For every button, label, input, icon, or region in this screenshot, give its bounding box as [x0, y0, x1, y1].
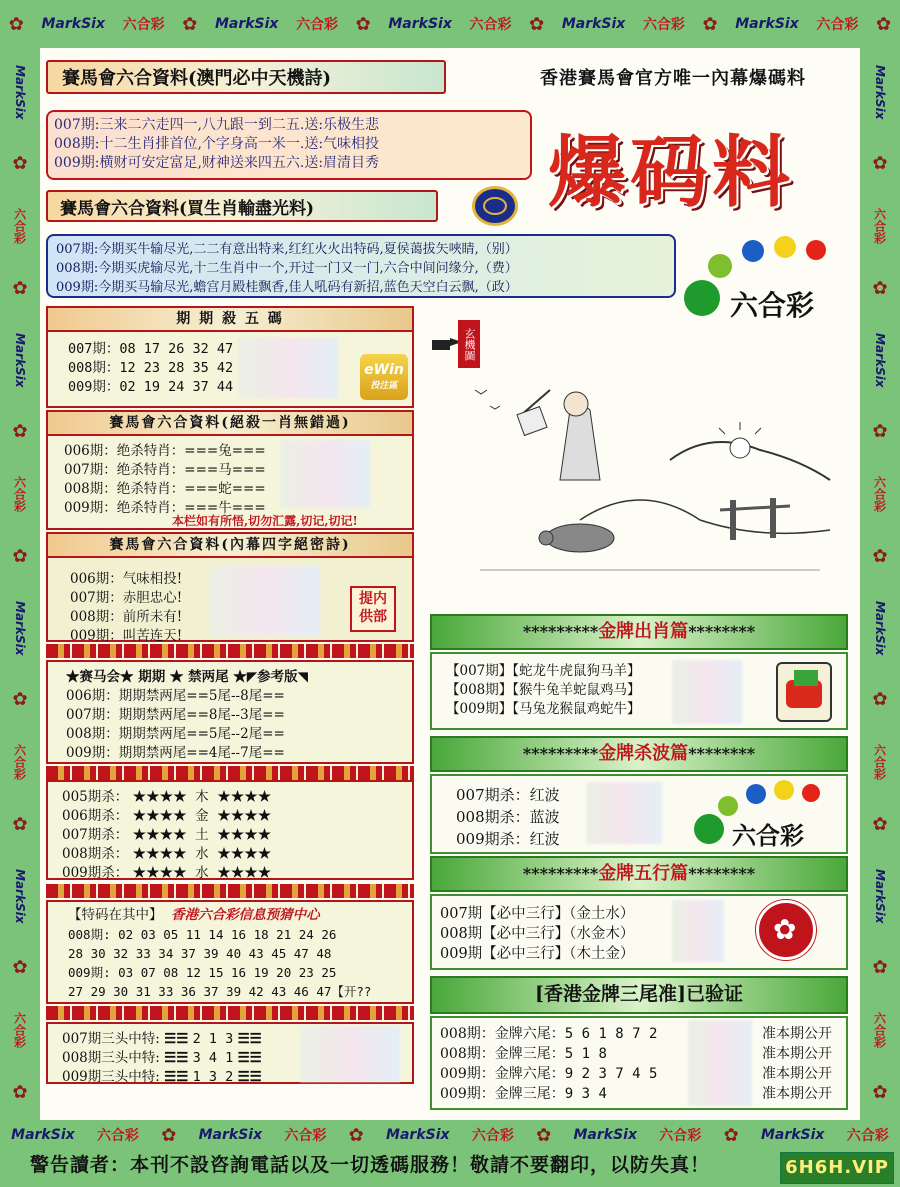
- kill-five-row: 008期：12 23 28 35 42: [68, 360, 234, 376]
- tails-row: 006期：期期禁两尾==5尾--8尾==: [66, 688, 285, 704]
- brand-label: 六合彩: [730, 289, 815, 322]
- ewin-logo-text: eWin: [364, 362, 404, 378]
- zodiac-line: 009期:今期买马输尽光,蟾宫月殿桂飘香,佳人吼码有新招,蓝色天空白云飘,（政）: [56, 280, 518, 295]
- blurred-area: [672, 660, 742, 724]
- marksix-label: MarkSix: [13, 64, 27, 120]
- flower-icon: ✿: [12, 153, 28, 175]
- right-border: [860, 48, 900, 1120]
- kill-one-row: 008期：绝杀特肖：===蛇===: [64, 481, 266, 497]
- dot-icon: [708, 254, 732, 278]
- top-border: [0, 0, 900, 48]
- ewin-logo-sub: 投注區: [370, 381, 398, 391]
- liuhecai-label: 六合彩: [12, 208, 27, 245]
- stars: ★★★★: [217, 865, 272, 881]
- header-title: 賽馬會六合資料(澳門必中天機詩): [46, 60, 446, 94]
- gold-zodiac-row: 【009期】【马兔龙猴鼠鸡蛇牛】: [446, 701, 641, 717]
- dot-icon: [694, 814, 724, 844]
- liuhecai-label: 六合彩: [471, 1128, 514, 1144]
- marksix-label: MarkSix: [214, 16, 279, 32]
- blurred-area: [688, 1020, 752, 1106]
- bars-icon: ☰☰: [164, 1069, 189, 1085]
- gold-tail-row: [440, 1064, 846, 1084]
- blurred-area: [300, 1026, 400, 1082]
- tails-panel: [46, 660, 414, 764]
- element-kill-period: 006期杀：: [62, 808, 129, 824]
- element-kill-row: [62, 807, 412, 826]
- kill-five-row: 009期：02 19 24 37 44: [68, 379, 234, 395]
- tails-row: 009期：期期禁两尾==4尾--7尾==: [66, 745, 285, 761]
- kill-five-title: 期 期 殺 五 碼: [46, 306, 414, 332]
- bars-icon: ☰☰: [164, 1050, 189, 1066]
- blurred-area: [672, 900, 724, 962]
- gold-five-title: [430, 856, 848, 892]
- gold-tail-panel: [430, 1016, 848, 1110]
- element-kill-row: [62, 864, 412, 883]
- bauhinia-emblem-icon: [756, 900, 816, 960]
- element-kill-period: 005期杀：: [62, 789, 129, 805]
- liuhecai-label: 六合彩: [846, 1128, 889, 1144]
- flower-icon: ✿: [773, 913, 797, 946]
- gold-five-row: 009期【必中三行】（木土金）: [440, 946, 635, 962]
- kill-one-note: 本栏如有所悟,切勿汇露,切记,切记!: [172, 514, 358, 528]
- flower-icon: ✿: [536, 1124, 552, 1146]
- special-code-label: 【特码在其中】: [68, 907, 163, 923]
- gold-five-row: 008期【必中三行】（水金木）: [440, 926, 635, 942]
- flower-icon: ✿: [12, 1082, 28, 1104]
- dot-icon: [774, 236, 796, 258]
- four-char-row: 006期：气味相投!: [70, 571, 183, 587]
- footer-warning: [0, 1150, 900, 1187]
- gold-zodiac-row: 【007期】【蛇龙牛虎鼠狗马羊】: [446, 663, 641, 679]
- flower-icon: ✿: [702, 13, 718, 35]
- header-slogan: 香港賽馬會官方唯一內幕爆碼料: [540, 68, 806, 89]
- three-head-nums: 1 3 2: [192, 1069, 234, 1085]
- element-kill-element: 水: [195, 846, 209, 862]
- marksix-label: MarkSix: [573, 1127, 638, 1143]
- flower-icon: ✿: [12, 546, 28, 568]
- three-head-nums: 2 1 3: [192, 1031, 234, 1047]
- title-decor: *********: [522, 622, 599, 641]
- gold-tail-value: 5 1 8: [564, 1046, 607, 1062]
- gold-five-title-main: 金牌五行篇: [598, 863, 689, 884]
- bars-icon: ☰☰: [237, 1031, 262, 1047]
- three-head-label: 008期三头中特:: [62, 1050, 160, 1066]
- flower-icon: ✿: [875, 13, 892, 35]
- stars: ★★★★: [217, 789, 272, 805]
- stars: ★★★★: [132, 789, 187, 805]
- marksix-label: MarkSix: [735, 16, 799, 32]
- flower-icon: ✿: [872, 1082, 888, 1104]
- element-kill-row: [62, 826, 412, 845]
- marksix-label: MarkSix: [760, 1127, 825, 1143]
- stars: ★★★★: [132, 808, 187, 824]
- gold-tail-status: 准本期公开: [762, 1046, 832, 1062]
- zodiac-line: 008期:今期买虎输尽光,十二生肖中一个,开过一门又一门,六合中间问缘分,（费）: [56, 261, 518, 276]
- flower-icon: ✿: [182, 13, 198, 35]
- kill-one-row: 006期：绝杀特肖：===兔===: [64, 443, 266, 459]
- stars: ★★★★: [217, 846, 272, 862]
- poem-line: 008期:十二生肖排首位,个字身高一米一.送:气味相投: [54, 136, 380, 152]
- site-badge: 6H6H.VIP: [780, 1152, 894, 1184]
- gold-zodiac-title-main: 金牌出肖篇: [598, 621, 689, 642]
- four-char-row: 008期：前所未有!: [70, 609, 183, 625]
- flower-icon: ✿: [355, 13, 371, 35]
- liuhecai-label: 六合彩: [642, 17, 685, 33]
- gold-wave-row: 008期杀：蓝波: [456, 808, 560, 826]
- special-code-row: 27 29 30 31 33 36 37 39 42 43 46 47【开??: [68, 984, 372, 999]
- liuhecai-label: 六合彩: [872, 1012, 887, 1049]
- gold-five-row: 007期【必中三行】（金土水）: [440, 906, 635, 922]
- gold-tail-title-text: [香港金牌三尾准]已验证: [535, 983, 743, 1005]
- special-code-center: 香港六合彩信息预猜中心: [171, 907, 320, 923]
- flower-icon: ✿: [529, 13, 545, 35]
- three-head-label: 007期三头中特:: [62, 1031, 160, 1047]
- special-code-header: [68, 906, 412, 925]
- special-code-panel: [46, 900, 414, 1004]
- zodiac-box: [46, 234, 676, 298]
- marksix-label: MarkSix: [388, 16, 452, 32]
- internal-stamp: 提内供部: [350, 586, 396, 632]
- liuhecai-label: 六合彩: [96, 1128, 139, 1144]
- element-kill-element: 水: [195, 865, 209, 881]
- bottom-border: [0, 1120, 900, 1150]
- blurred-area: [586, 782, 662, 844]
- dot-icon: [774, 780, 794, 800]
- liuhecai-label: 六合彩: [12, 476, 27, 513]
- stars: ★★★★: [132, 846, 187, 862]
- zodiac-line: 007期:今期买牛输尽光,二二有意出特来,红红火火出特码,夏侯蔼拔矢唊睛,（别）: [56, 242, 518, 257]
- kill-five-panel: [46, 330, 414, 408]
- gold-tail-label: 008期：金牌六尾：: [440, 1026, 565, 1042]
- flower-icon: ✿: [723, 1124, 739, 1146]
- gold-tail-row: [440, 1024, 846, 1044]
- liuhecai-label: 六合彩: [296, 17, 339, 33]
- stars: ★★★★: [132, 865, 187, 881]
- bars-icon: ☰☰: [164, 1031, 189, 1047]
- title-decor: *********: [522, 864, 599, 883]
- stars: ★★★★: [217, 808, 272, 824]
- four-char-row: 009期：叫苦连天!: [70, 628, 183, 644]
- decorative-divider: [46, 766, 414, 780]
- decorative-divider: [46, 644, 414, 658]
- tails-row: 007期：期期禁两尾==8尾--3尾==: [66, 707, 285, 723]
- liuhecai-label: 六合彩: [872, 476, 887, 513]
- kill-one-title: 賽馬會六合資料(絕殺一肖無錯過): [46, 410, 414, 436]
- stars: ★★★★: [217, 827, 272, 843]
- footer-warning-text: 警告讀者：本刊不設咨詢電話以及一切透碼服務！敬請不要翻印，以防失真！: [30, 1154, 711, 1176]
- blurred-area: [210, 566, 320, 636]
- gold-tail-status: 准本期公开: [762, 1066, 832, 1082]
- flower-icon: ✿: [872, 814, 888, 836]
- dot-icon: [742, 240, 764, 262]
- poem-line: 007期:三来二六走四一,八九跟一到二五.送:乐极生悲: [54, 117, 380, 133]
- dot-icon: [802, 784, 820, 802]
- gold-tail-value: 5 6 1 8 7 2: [564, 1026, 658, 1042]
- kill-five-row: 007期：08 17 26 32 47: [68, 341, 234, 357]
- blurred-area: [238, 338, 338, 398]
- flower-icon: ✿: [872, 689, 888, 711]
- marksix-label: MarkSix: [13, 868, 27, 924]
- gold-tail-value: 9 3 4: [564, 1086, 607, 1102]
- liuhecai-label: 六合彩: [122, 17, 165, 33]
- sub-header-title: 賽馬會六合資料(買生肖輸盡光料): [46, 190, 438, 222]
- big-title: 爆码料: [548, 128, 795, 218]
- marksix-label: MarkSix: [873, 64, 887, 120]
- fist-money-icon: [776, 662, 832, 722]
- element-kill-element: 金: [195, 808, 209, 824]
- dot-icon: [806, 240, 826, 260]
- tails-header: ★赛马会★ 期期 ★ 禁两尾 ★◤参考版◥: [66, 669, 309, 685]
- flower-icon: ✿: [12, 689, 28, 711]
- brand-label: 六合彩: [732, 822, 804, 850]
- element-kill-period: 009期杀：: [62, 865, 129, 881]
- gold-tail-status: 准本期公开: [762, 1086, 832, 1102]
- liuhecai-label: 六合彩: [284, 1128, 327, 1144]
- marksix-label: MarkSix: [13, 600, 27, 656]
- element-kill-period: 008期杀：: [62, 846, 129, 862]
- marksix-label: MarkSix: [873, 600, 887, 656]
- tails-row: 008期：期期禁两尾==5尾--2尾==: [66, 726, 285, 742]
- gold-wave-title-main: 金牌杀波篇: [598, 743, 689, 764]
- gold-wave-row: 007期杀：红波: [456, 786, 560, 804]
- dot-icon: [684, 280, 720, 316]
- kill-one-row: 009期：绝杀特肖：===牛===: [64, 500, 266, 516]
- poem-line: 009期:横财可安定富足,财神送来四五六.送:眉清目秀: [54, 155, 380, 171]
- gold-zodiac-title: [430, 614, 848, 650]
- liuhecai-label: 六合彩: [872, 744, 887, 781]
- gold-wave-title: [430, 736, 848, 772]
- title-decor: ********: [688, 744, 756, 763]
- poem-box: [46, 110, 532, 180]
- special-code-row: 009期: 03 07 08 12 15 16 19 20 23 25: [68, 965, 337, 980]
- element-kill-period: 007期杀：: [62, 827, 129, 843]
- decorative-divider: [46, 1006, 414, 1020]
- element-kill-row: [62, 788, 412, 807]
- three-head-nums: 3 4 1: [192, 1050, 234, 1066]
- gold-tail-row: [440, 1044, 846, 1064]
- blurred-area: [280, 440, 370, 508]
- gold-tail-label: 009期：金牌六尾：: [440, 1066, 565, 1082]
- marksix-label: MarkSix: [561, 16, 626, 32]
- kill-one-row: 007期：绝杀特肖：===马===: [64, 462, 266, 478]
- gold-tail-value: 9 2 3 7 4 5: [564, 1066, 658, 1082]
- flower-icon: ✿: [872, 957, 888, 979]
- bars-icon: ☰☰: [237, 1069, 262, 1085]
- gold-tail-status: 准本期公开: [762, 1026, 832, 1042]
- four-char-row: 007期：赤胆忠心!: [70, 590, 183, 606]
- decorative-divider: [46, 884, 414, 898]
- dot-icon: [718, 796, 738, 816]
- bars-icon: ☰☰: [237, 1050, 262, 1066]
- four-char-title: 賽馬會六合資料(內幕四字絕密詩): [46, 532, 414, 558]
- marksix-label: MarkSix: [873, 332, 887, 388]
- stars: ★★★★: [132, 827, 187, 843]
- marksix-label: MarkSix: [11, 1127, 75, 1143]
- element-kill-element: 木: [195, 789, 209, 805]
- flower-icon: ✿: [12, 278, 28, 300]
- marksix-label: MarkSix: [13, 332, 27, 388]
- cartoon-illustration: [460, 370, 840, 590]
- liuhecai-label: 六合彩: [659, 1128, 702, 1144]
- flower-icon: ✿: [872, 546, 888, 568]
- special-code-row: 008期: 02 03 05 11 14 16 18 21 24 26: [68, 927, 337, 942]
- flower-icon: ✿: [12, 957, 28, 979]
- liuhecai-label: 六合彩: [469, 17, 512, 33]
- flower-icon: ✿: [12, 421, 28, 443]
- element-kill-row: [62, 845, 412, 864]
- flower-icon: ✿: [872, 278, 888, 300]
- three-head-label: 009期三头中特:: [62, 1069, 160, 1085]
- flower-icon: ✿: [12, 814, 28, 836]
- flower-icon: ✿: [872, 153, 888, 175]
- liuhecai-label: 六合彩: [872, 208, 887, 245]
- gold-tail-label: 008期：金牌三尾：: [440, 1046, 565, 1062]
- title-decor: *********: [522, 744, 599, 763]
- cartoon-tag: 玄機圖: [458, 320, 480, 368]
- marksix-label: MarkSix: [198, 1127, 263, 1143]
- flower-icon: ✿: [872, 421, 888, 443]
- gold-zodiac-row: 【008期】【猴牛兔羊蛇鼠鸡马】: [446, 682, 641, 698]
- marksix-label: MarkSix: [873, 868, 887, 924]
- left-border: [0, 48, 40, 1120]
- gold-tail-title: [430, 976, 848, 1014]
- dot-icon: [746, 784, 766, 804]
- special-code-row: 28 30 32 33 34 37 39 40 43 45 47 48: [68, 946, 332, 961]
- element-kill-element: 土: [195, 827, 209, 843]
- gold-wave-row: 009期杀：红波: [456, 830, 560, 848]
- title-decor: ********: [688, 864, 756, 883]
- gold-tail-row: [440, 1084, 846, 1104]
- gold-tail-label: 009期：金牌三尾：: [440, 1086, 565, 1102]
- flower-icon: ✿: [8, 13, 24, 35]
- liuhecai-label: 六合彩: [12, 1012, 27, 1049]
- liuhecai-label: 六合彩: [816, 17, 859, 33]
- ewin-logo: [360, 354, 408, 400]
- liuhecai-label: 六合彩: [12, 744, 27, 781]
- hkjc-logo-icon: [472, 186, 518, 226]
- element-kill-panel: [46, 780, 414, 880]
- flower-icon: ✿: [161, 1124, 177, 1146]
- flower-icon: ✿: [348, 1124, 364, 1146]
- title-decor: ********: [688, 622, 756, 641]
- marksix-label: MarkSix: [41, 16, 106, 32]
- marksix-label: MarkSix: [386, 1127, 450, 1143]
